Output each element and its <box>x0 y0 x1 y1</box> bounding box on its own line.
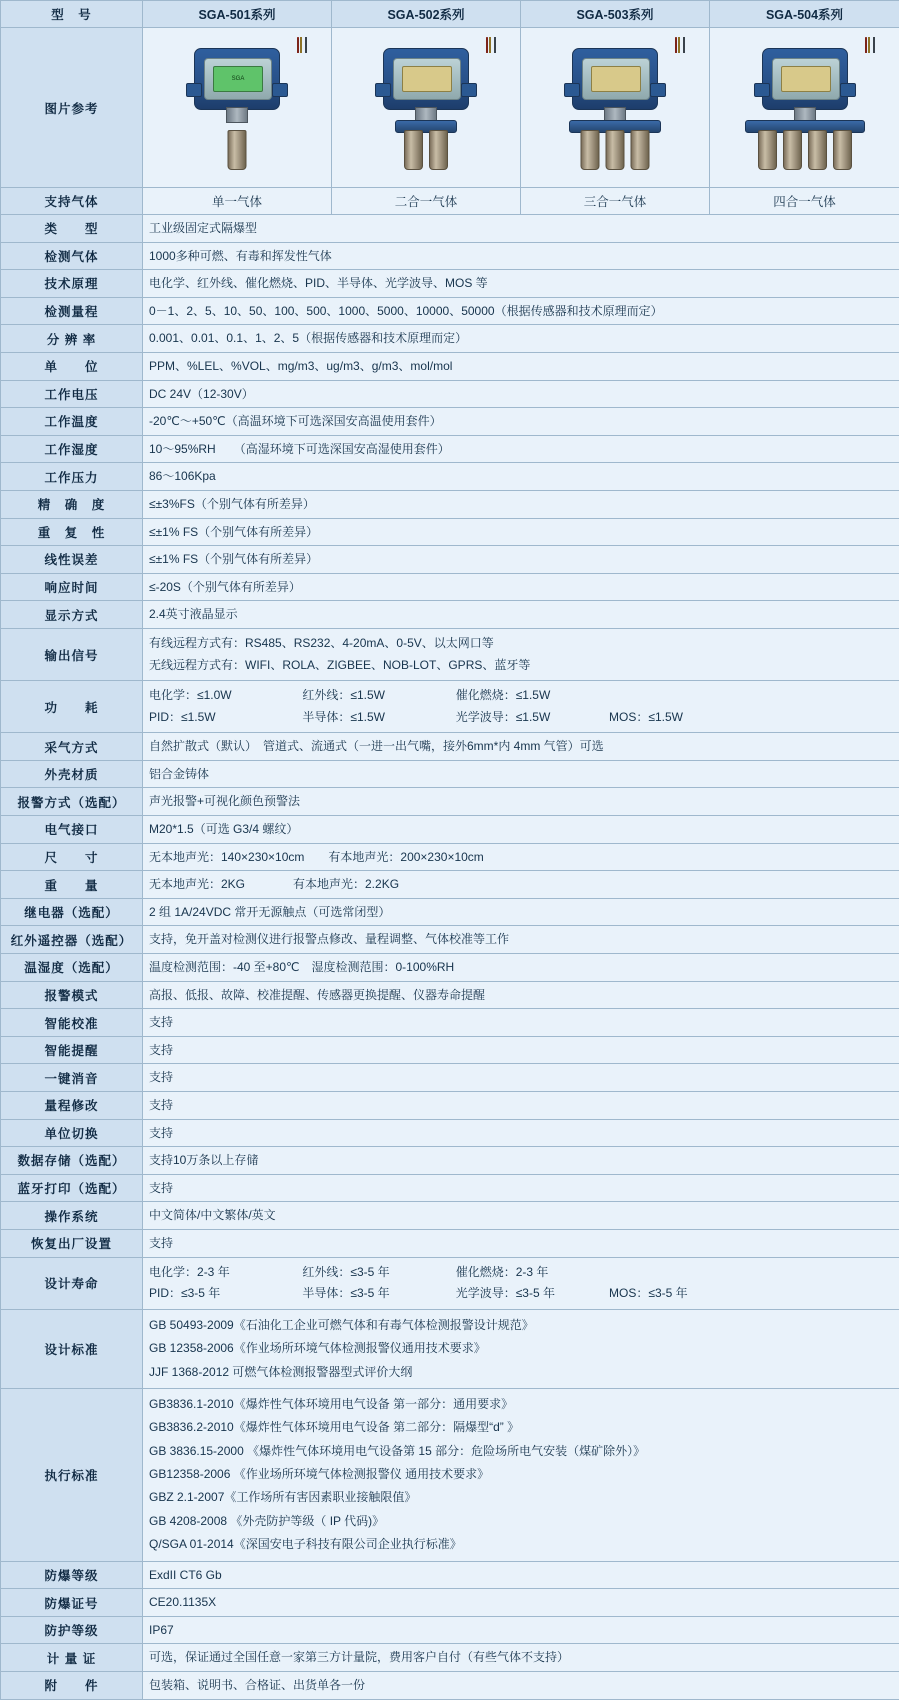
exec-standard-item: GB12358-2006 《作业场所环境气体检测报警仪 通用技术要求》 <box>149 1463 893 1486</box>
row-label-housing: 外壳材质 <box>1 760 143 788</box>
row-label-unit: 单 位 <box>1 352 143 380</box>
gas-support-value-3: 三合一气体 <box>521 188 710 215</box>
row-value-explosion-proof-cert: CE20.1135X <box>143 1589 899 1617</box>
power-catalytic: 催化燃烧：≤1.5W <box>456 685 606 707</box>
detector-body <box>762 48 848 110</box>
row-value-alarm-mode: 高报、低报、故障、校准提醒、传感器更换提醒、仪器寿命提醒 <box>143 981 899 1009</box>
table-row-model <box>1 1 899 28</box>
table-row <box>1 898 899 926</box>
exec-standard-item: GB3836.1-2010《爆炸性气体环境用电气设备 第一部分：通用要求》 <box>149 1393 893 1416</box>
detector-face <box>393 58 461 100</box>
detector-screen <box>591 66 641 92</box>
table-row <box>1 1009 899 1037</box>
design-standard-item: GB 50493-2009《石油化工企业可燃气体和有毒气体检测报警设计规范》 <box>149 1314 893 1337</box>
row-value-work-temp: -20℃～+50℃（高温环境下可选深国安高温使用套件） <box>143 408 899 436</box>
row-label-explosion-proof-grade: 防爆等级 <box>1 1561 143 1589</box>
row-value-principle: 电化学、红外线、催化燃烧、PID、半导体、光学波导、MOS 等 <box>143 270 899 298</box>
row-value-bluetooth-print: 支持 <box>143 1174 899 1202</box>
row-value-range: 0－1、2、5、10、50、100、500、1000、5000、10000、50000（根据传感器和技术原理而定） <box>143 297 899 325</box>
design-standard-item: GB 12358-2006《作业场所环境气体检测报警仪通用技术要求》 <box>149 1337 893 1360</box>
table-row-design-standards <box>1 1309 899 1388</box>
row-label-type: 类 型 <box>1 215 143 243</box>
row-label-work-pressure: 工作压力 <box>1 463 143 491</box>
row-value-dimensions: 无本地声光：140×230×10cm 有本地声光：200×230×10cm <box>143 843 899 871</box>
lifetime-infrared: 红外线：≤3-5 年 <box>302 1262 452 1284</box>
power-semiconductor: 半导体：≤1.5W <box>302 707 452 729</box>
model-header-4: SGA-504系列 <box>710 1 899 28</box>
power-mos: MOS：≤1.5W <box>609 707 759 729</box>
detector-neck <box>226 107 248 123</box>
table-row-gas-support <box>1 188 899 215</box>
row-label-metrology-cert: 计 量 证 <box>1 1644 143 1672</box>
row-label-voltage: 工作电压 <box>1 380 143 408</box>
model-header-1: SGA-501系列 <box>143 1 332 28</box>
row-label-alarm-mode: 报警模式 <box>1 981 143 1009</box>
table-row <box>1 926 899 954</box>
row-label-relay: 继电器（选配） <box>1 898 143 926</box>
detector-illustration-dual <box>343 32 509 180</box>
table-row <box>1 981 899 1009</box>
exec-standard-item: GB3836.2-2010《爆炸性气体环境用电气设备 第二部分：隔爆型“d” 》 <box>149 1416 893 1439</box>
row-label-lifetime: 设计寿命 <box>1 1257 143 1309</box>
row-label-dimensions: 尺 寸 <box>1 843 143 871</box>
lifetime-mos: MOS：≤3-5 年 <box>609 1283 759 1305</box>
table-row <box>1 601 899 629</box>
table-row <box>1 435 899 463</box>
row-value-detect-gas: 1000多种可燃、有毒和挥发性气体 <box>143 242 899 270</box>
table-row-lifetime <box>1 1257 899 1309</box>
power-optical-waveguide: 光学波导：≤1.5W <box>456 707 606 729</box>
row-label-one-key-mute: 一键消音 <box>1 1064 143 1092</box>
model-header-3: SGA-503系列 <box>521 1 710 28</box>
row-label-work-temp: 工作温度 <box>1 408 143 436</box>
table-row <box>1 1036 899 1064</box>
table-row <box>1 1119 899 1147</box>
row-label-factory-reset: 恢复出厂设置 <box>1 1229 143 1257</box>
row-label-image-reference: 图片参考 <box>1 28 143 188</box>
detector-ear-left <box>375 83 391 97</box>
gas-support-value-4: 四合一气体 <box>710 188 899 215</box>
row-value-weight: 无本地声光：2KG 有本地声光：2.2KG <box>143 871 899 899</box>
row-label-exec-standards: 执行标准 <box>1 1388 143 1561</box>
detector-ear-left <box>564 83 580 97</box>
detector-ear-left <box>186 83 202 97</box>
row-value-lifetime <box>143 1257 899 1309</box>
row-label-os: 操作系统 <box>1 1202 143 1230</box>
row-value-unit-switch: 支持 <box>143 1119 899 1147</box>
lifetime-pid: PID：≤3-5 年 <box>149 1283 299 1305</box>
lifetime-electrochemical: 电化学：2-3 年 <box>149 1262 299 1284</box>
sensor-probe <box>606 130 625 170</box>
table-row <box>1 1147 899 1175</box>
table-row <box>1 788 899 816</box>
table-row <box>1 380 899 408</box>
row-value-design-standards <box>143 1309 899 1388</box>
row-value-exec-standards <box>143 1388 899 1561</box>
detector-ear-right <box>840 83 856 97</box>
table-row <box>1 1616 899 1644</box>
row-label-response-time: 响应时间 <box>1 573 143 601</box>
row-value-temp-humidity: 温度检测范围：-40 至+80℃ 湿度检测范围：0-100%RH <box>143 954 899 982</box>
lifetime-line-1 <box>149 1262 893 1284</box>
row-label-model: 型 号 <box>1 1 143 28</box>
row-value-smart-calibration: 支持 <box>143 1009 899 1037</box>
row-value-repeatability: ≤±1% FS（个别气体有所差异） <box>143 518 899 546</box>
table-row <box>1 1229 899 1257</box>
detector-sensor-group <box>228 130 247 170</box>
sensor-probe <box>404 130 423 170</box>
row-value-work-humidity: 10～95%RH （高湿环境下可选深国安高湿使用套件） <box>143 435 899 463</box>
table-row <box>1 1064 899 1092</box>
table-row <box>1 871 899 899</box>
row-value-explosion-proof-grade: ExdII CT6 Gb <box>143 1561 899 1589</box>
alarm-lamp-icon <box>292 38 312 78</box>
row-value-power <box>143 681 899 733</box>
table-row <box>1 1589 899 1617</box>
row-value-unit: PPM、%LEL、%VOL、mg/m3、ug/m3、g/m3、mol/mol <box>143 352 899 380</box>
row-label-explosion-proof-cert: 防爆证号 <box>1 1589 143 1617</box>
row-label-sampling: 采气方式 <box>1 733 143 761</box>
power-electrochemical: 电化学：≤1.0W <box>149 685 299 707</box>
table-row <box>1 463 899 491</box>
model-header-2: SGA-502系列 <box>332 1 521 28</box>
sensor-probe <box>783 130 802 170</box>
gas-support-value-2: 二合一气体 <box>332 188 521 215</box>
row-label-repeatability: 重 复 性 <box>1 518 143 546</box>
row-label-ir-remote: 红外遥控器（选配） <box>1 926 143 954</box>
design-standard-item: JJF 1368-2012 可燃气体检测报警器型式评价大纲 <box>149 1361 893 1384</box>
row-label-data-storage: 数据存储（选配） <box>1 1147 143 1175</box>
table-row <box>1 1672 899 1700</box>
detector-sensor-group <box>404 130 448 170</box>
table-row <box>1 325 899 353</box>
detector-ear-left <box>754 83 770 97</box>
table-row-power <box>1 681 899 733</box>
table-row-exec-standards <box>1 1388 899 1561</box>
row-value-response-time: ≤-20S（个别气体有所差异） <box>143 573 899 601</box>
row-value-type: 工业级固定式隔爆型 <box>143 215 899 243</box>
row-label-work-humidity: 工作湿度 <box>1 435 143 463</box>
row-value-ingress-protection: IP67 <box>143 1616 899 1644</box>
row-value-sampling: 自然扩散式（默认） 管道式、流通式（一进一出气嘴，接外6mm*内 4mm 气管）可选 <box>143 733 899 761</box>
product-image-3 <box>521 28 710 188</box>
row-value-os: 中文简体/中文繁体/英文 <box>143 1202 899 1230</box>
row-value-relay: 2 组 1A/24VDC 常开无源触点（可选常闭型） <box>143 898 899 926</box>
detector-illustration-quad <box>722 32 888 180</box>
power-pid: PID：≤1.5W <box>149 707 299 729</box>
gas-support-value-1: 单一气体 <box>143 188 332 215</box>
row-value-factory-reset: 支持 <box>143 1229 899 1257</box>
detector-ear-right <box>461 83 477 97</box>
table-row <box>1 1561 899 1589</box>
row-value-accessories: 包装箱、说明书、合格证、出货单各一份 <box>143 1672 899 1700</box>
lifetime-catalytic: 催化燃烧：2-3 年 <box>456 1262 606 1284</box>
row-label-principle: 技术原理 <box>1 270 143 298</box>
row-label-power: 功 耗 <box>1 681 143 733</box>
detector-sensor-group <box>758 130 852 170</box>
row-value-alarm-method: 声光报警+可视化颜色预警法 <box>143 788 899 816</box>
table-row <box>1 760 899 788</box>
sensor-probe <box>833 130 852 170</box>
product-image-4 <box>710 28 899 188</box>
row-label-design-standards: 设计标准 <box>1 1309 143 1388</box>
row-label-gas-support: 支持气体 <box>1 188 143 215</box>
table-row <box>1 546 899 574</box>
output-signal-wireless: 无线远程方式有：WIFI、ROLA、ZIGBEE、NOB-LOT、GPRS、蓝牙等 <box>149 655 893 677</box>
table-row <box>1 352 899 380</box>
row-label-weight: 重 量 <box>1 871 143 899</box>
row-label-bluetooth-print: 蓝牙打印（选配） <box>1 1174 143 1202</box>
table-row <box>1 518 899 546</box>
power-line-2 <box>149 707 893 729</box>
alarm-lamp-icon <box>860 38 880 78</box>
output-signal-wired: 有线远程方式有：RS485、RS232、4-20mA、0-5V、以太网口等 <box>149 633 893 655</box>
exec-standard-item: Q/SGA 01-2014《深国安电子科技有限公司企业执行标准》 <box>149 1533 893 1556</box>
power-infrared: 红外线：≤1.5W <box>302 685 452 707</box>
row-label-smart-reminder: 智能提醒 <box>1 1036 143 1064</box>
table-row-output-signal <box>1 628 899 680</box>
sensor-probe <box>228 130 247 170</box>
row-label-unit-switch: 单位切换 <box>1 1119 143 1147</box>
row-value-linearity: ≤±1% FS（个别气体有所差异） <box>143 546 899 574</box>
table-row <box>1 1092 899 1120</box>
detector-illustration-single <box>154 32 320 180</box>
row-value-data-storage: 支持10万条以上存储 <box>143 1147 899 1175</box>
exec-standard-item: GB 3836.15-2000 《爆炸性气体环境用电气设备第 15 部分：危险场所电气安装（煤矿除外）》 <box>149 1440 893 1463</box>
table-row <box>1 1202 899 1230</box>
detector-face <box>772 58 840 100</box>
exec-standard-item: GB 4208-2008 《外壳防护等级（ IP 代码)》 <box>149 1510 893 1533</box>
row-label-range: 检测量程 <box>1 297 143 325</box>
sensor-probe <box>429 130 448 170</box>
detector-body <box>383 48 469 110</box>
sensor-probe <box>631 130 650 170</box>
alarm-lamp-icon <box>670 38 690 78</box>
detector-face <box>582 58 650 100</box>
table-row <box>1 954 899 982</box>
lifetime-semiconductor: 半导体：≤3-5 年 <box>302 1283 452 1305</box>
sensor-probe <box>758 130 777 170</box>
row-value-electrical-interface: M20*1.5（可选 G3/4 螺纹） <box>143 816 899 844</box>
table-row <box>1 1644 899 1672</box>
detector-screen <box>781 66 831 92</box>
table-row <box>1 843 899 871</box>
row-value-metrology-cert: 可选，保证通过全国任意一家第三方计量院，费用客户自付（有些气体不支持） <box>143 1644 899 1672</box>
sensor-probe <box>581 130 600 170</box>
row-value-display: 2.4英寸液晶显示 <box>143 601 899 629</box>
row-label-output-signal: 输出信号 <box>1 628 143 680</box>
detector-screen: SGA <box>213 66 263 92</box>
row-value-one-key-mute: 支持 <box>143 1064 899 1092</box>
table-row <box>1 215 899 243</box>
row-label-resolution: 分 辨 率 <box>1 325 143 353</box>
row-value-smart-reminder: 支持 <box>143 1036 899 1064</box>
table-row <box>1 573 899 601</box>
row-label-ingress-protection: 防护等级 <box>1 1616 143 1644</box>
row-label-temp-humidity: 温湿度（选配） <box>1 954 143 982</box>
row-label-detect-gas: 检测气体 <box>1 242 143 270</box>
power-line-1 <box>149 685 893 707</box>
product-image-1 <box>143 28 332 188</box>
exec-standard-item: GBZ 2.1-2007《工作场所有害因素职业接触限值》 <box>149 1486 893 1509</box>
table-row <box>1 816 899 844</box>
row-value-work-pressure: 86～106Kpa <box>143 463 899 491</box>
table-row <box>1 408 899 436</box>
row-value-range-modify: 支持 <box>143 1092 899 1120</box>
detector-ear-right <box>650 83 666 97</box>
row-value-housing: 铝合金铸体 <box>143 760 899 788</box>
row-label-alarm-method: 报警方式（选配） <box>1 788 143 816</box>
lifetime-optical-waveguide: 光学波导：≤3-5 年 <box>456 1283 606 1305</box>
alarm-lamp-icon <box>481 38 501 78</box>
row-value-voltage: DC 24V（12-30V） <box>143 380 899 408</box>
table-row <box>1 490 899 518</box>
detector-sensor-group <box>581 130 650 170</box>
row-value-output-signal <box>143 628 899 680</box>
row-label-accuracy: 精 确 度 <box>1 490 143 518</box>
detector-illustration-triple <box>532 32 698 180</box>
table-row <box>1 242 899 270</box>
row-label-smart-calibration: 智能校准 <box>1 1009 143 1037</box>
table-row <box>1 733 899 761</box>
table-row <box>1 1174 899 1202</box>
table-row <box>1 270 899 298</box>
row-label-accessories: 附 件 <box>1 1672 143 1700</box>
detector-body <box>572 48 658 110</box>
table-row <box>1 297 899 325</box>
detector-screen <box>402 66 452 92</box>
detector-ear-right <box>272 83 288 97</box>
row-label-range-modify: 量程修改 <box>1 1092 143 1120</box>
lifetime-line-2 <box>149 1283 893 1305</box>
detector-face <box>204 58 272 100</box>
row-label-display: 显示方式 <box>1 601 143 629</box>
sensor-probe <box>808 130 827 170</box>
row-label-electrical-interface: 电气接口 <box>1 816 143 844</box>
row-value-ir-remote: 支持，免开盖对检测仪进行报警点修改、量程调整、气体校准等工作 <box>143 926 899 954</box>
product-image-2 <box>332 28 521 188</box>
row-value-accuracy: ≤±3%FS（个别气体有所差异） <box>143 490 899 518</box>
table-row-images <box>1 28 899 188</box>
row-value-resolution: 0.001、0.01、0.1、1、2、5（根据传感器和技术原理而定） <box>143 325 899 353</box>
detector-body <box>194 48 280 110</box>
row-label-linearity: 线性误差 <box>1 546 143 574</box>
